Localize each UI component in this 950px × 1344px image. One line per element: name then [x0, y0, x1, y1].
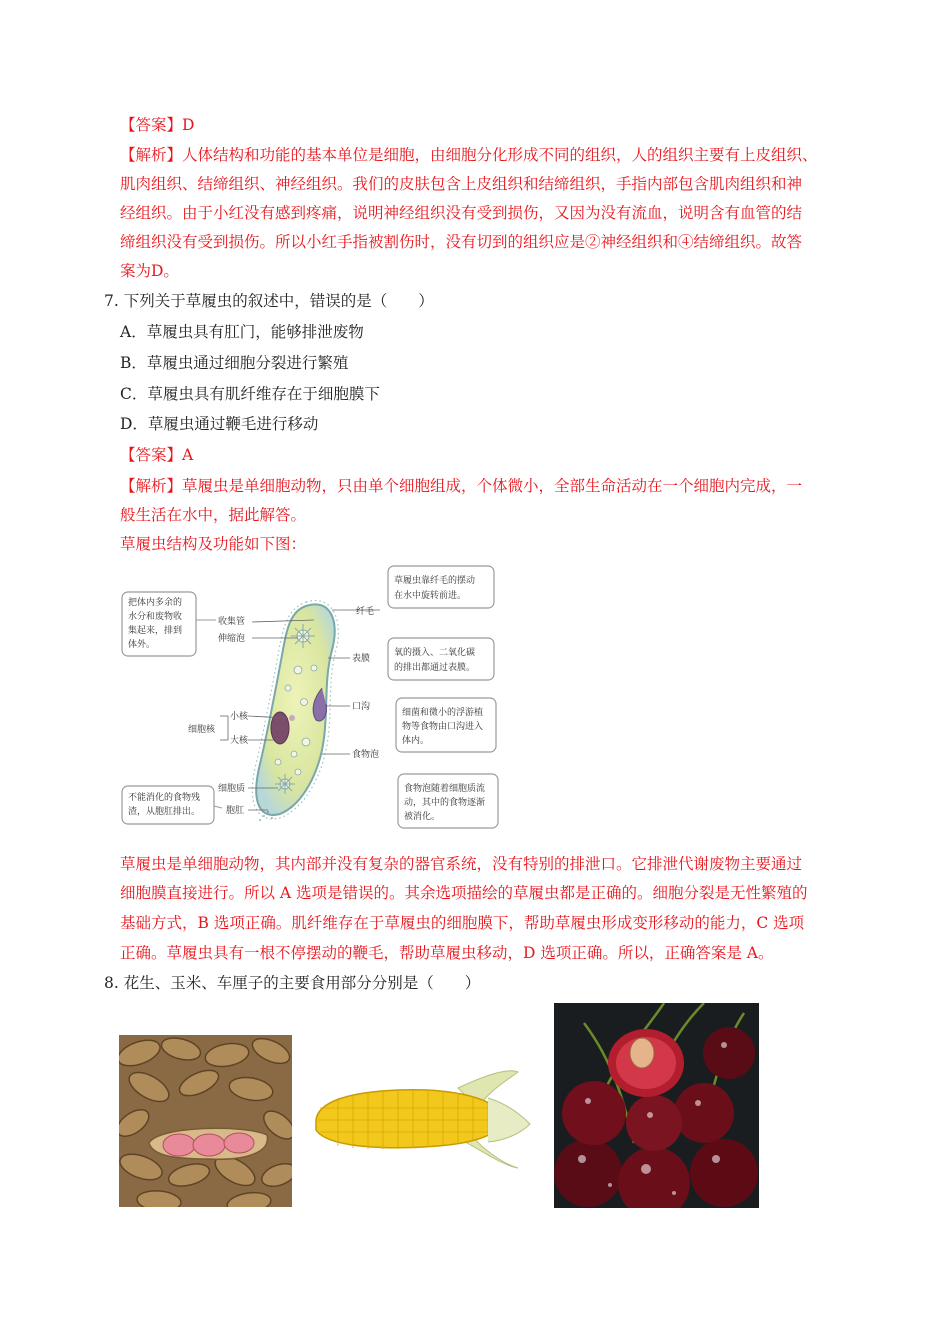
q7-option-c: C．草履虫具有肌纤维存在于细胞膜下 — [120, 385, 380, 403]
corn-photo — [308, 1068, 536, 1180]
q7-option-b: B．草履虫通过细胞分裂进行繁殖 — [120, 354, 349, 372]
svg-text:物等食物由口沟进入: 物等食物由口沟进入 — [402, 722, 484, 732]
svg-text:草履虫靠纤毛的摆动: 草履虫靠纤毛的摆动 — [394, 576, 476, 586]
right-box-1 — [388, 566, 494, 608]
label-nucleus: 细胞核 — [188, 725, 216, 735]
svg-text:渣，从胞肛排出。: 渣，从胞肛排出。 — [128, 807, 201, 817]
q7-figure-intro: 草履虫结构及功能如下图： — [120, 535, 307, 553]
q6-answer — [120, 115, 194, 135]
analysis-tag: 【解析】 — [120, 146, 183, 164]
q7-analysis-line-0: 【解析】草履虫是单细胞动物，只由单个细胞组成，个体微小，全部生命活动在一个细胞内完成，一 — [120, 477, 803, 495]
svg-text:氧的摄入、二氧化碳: 氧的摄入、二氧化碳 — [394, 648, 476, 658]
svg-text:动，其中的食物逐渐: 动，其中的食物逐渐 — [404, 798, 486, 808]
svg-text:食物泡随着细胞质流: 食物泡随着细胞质流 — [404, 784, 486, 794]
q8-stem: 8. 花生、玉米、车厘子的主要食用部分分别是（ ） — [104, 974, 481, 992]
label-anal-pore: 胞肛 — [226, 806, 245, 816]
label-collecting-canal: 收集管 — [218, 617, 246, 627]
peanut-photo — [119, 1035, 292, 1207]
label-food-vacuole: 食物泡 — [352, 750, 380, 760]
svg-text:体外。: 体外。 — [128, 640, 156, 650]
q7-explain-line-3: 正确。草履虫具有一根不停摆动的鞭毛，帮助草履虫移动，D 选项正确。所以，正确答案是 A。 — [120, 944, 774, 962]
svg-text:集起来，排到: 集起来，排到 — [128, 626, 183, 636]
svg-text:不能消化的食物残: 不能消化的食物残 — [128, 793, 201, 803]
cherries-photo — [554, 1003, 759, 1208]
q6-analysis-line-3: 缔组织没有受到损伤。所以小红手指被割伤时，没有切到的组织应是②神经组织和④结缔组织。故答 — [120, 233, 803, 251]
left-box-2 — [122, 786, 214, 824]
svg-text:细菌和微小的浮游植: 细菌和微小的浮游植 — [402, 708, 484, 718]
answer-tag: 【答案】 — [120, 116, 183, 134]
svg-text:体内。: 体内。 — [402, 736, 430, 746]
q7-stem: 7. 下列关于草履虫的叙述中，错误的是（ ） — [104, 292, 434, 310]
svg-text:水分和废物收: 水分和废物收 — [128, 612, 183, 622]
q6-analysis-line-0: 【解析】人体结构和功能的基本单位是细胞，由细胞分化形成不同的组织，人的组织主要有上皮组织、 — [120, 146, 818, 164]
label-contractile-vacuole: 伸缩泡 — [218, 634, 246, 644]
label-oral-groove: 口沟 — [352, 702, 371, 712]
svg-text:的排出都通过表膜。: 的排出都通过表膜。 — [394, 663, 476, 673]
q7-answer — [120, 445, 193, 465]
paramecium-diagram — [118, 558, 502, 830]
q7-option-a: A．草履虫具有肛门，能够排泄废物 — [120, 323, 364, 341]
q7-analysis-line-1: 般生活在水中，据此解答。 — [120, 506, 307, 524]
q6-analysis-line-2: 经组织。由于小红没有感到疼痛，说明神经组织没有受到损伤，又因为没有流血，说明含有血管的结 — [120, 204, 803, 222]
macronucleus — [271, 712, 289, 744]
label-cilia: 纤毛 — [356, 607, 375, 617]
label-macronucleus: 大核 — [230, 736, 249, 746]
svg-text:在水中旋转前进。: 在水中旋转前进。 — [394, 591, 467, 601]
answer-value: D — [182, 116, 195, 134]
answer-value: A — [182, 446, 194, 464]
q7-option-d: D．草履虫通过鞭毛进行移动 — [120, 415, 319, 433]
q7-explain-line-2: 基础方式，B 选项正确。肌纤维存在于草履虫的细胞膜下，帮助草履虫形成变形移动的能力，C 选项 — [120, 914, 805, 932]
analysis-tag: 【解析】 — [120, 477, 183, 495]
q6-analysis-line-1: 肌肉组织、结缔组织、神经组织。我们的皮肤包含上皮组织和结缔组织，手指内部包含肌肉组织和神 — [120, 175, 803, 193]
right-box-2 — [388, 638, 494, 680]
q7-explain-line-0: 草履虫是单细胞动物，其内部并没有复杂的器官系统，没有特别的排泄口。它排泄代谢废物主要通过 — [120, 855, 803, 873]
label-micronucleus: 小核 — [230, 712, 249, 722]
micronucleus — [289, 715, 295, 721]
label-membrane: 表膜 — [352, 654, 371, 664]
q6-analysis-line-4: 案为D。 — [120, 262, 179, 280]
q7-explain-line-1: 细胞膜直接进行。所以 A 选项是错误的。其余选项描绘的草履虫都是正确的。细胞分裂是无性繁殖的 — [120, 884, 808, 902]
svg-text:把体内多余的: 把体内多余的 — [128, 598, 183, 608]
svg-text:被消化。: 被消化。 — [404, 812, 441, 822]
label-cytoplasm: 细胞质 — [218, 784, 246, 794]
answer-tag: 【答案】 — [120, 446, 183, 464]
